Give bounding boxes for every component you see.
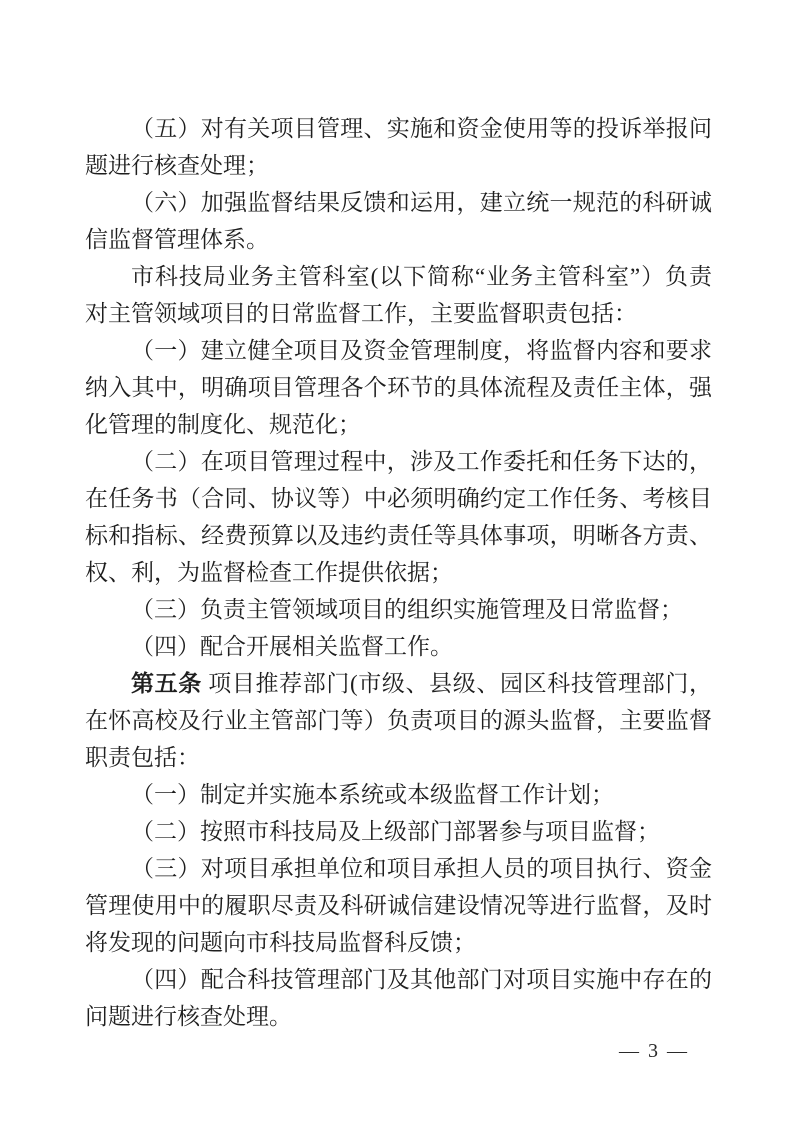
text-line: （一）制定并实施本系统或本级监督工作计划；: [131, 782, 614, 807]
text-line: （六）加强监督结果反馈和运用，建立统一规范的科研诚: [131, 190, 712, 215]
clause-text: 项目推荐部门(市级、县级、园区科技管理部门，: [201, 671, 712, 696]
text-line: 权、利，为监督检查工作提供依据；: [85, 560, 453, 585]
document-body: [85, 110, 712, 1035]
text-line: [85, 665, 712, 702]
text-line: 标和指标、经费预算以及违约责任等具体事项，明晰各方责、: [85, 523, 712, 548]
text-line: （四）配合开展相关监督工作。: [131, 634, 453, 659]
text-line: 将发现的问题向市科技局监督科反馈；: [85, 930, 476, 955]
clause-number: 第五条: [131, 670, 202, 696]
text-line: （二）按照市科技局及上级部门部署参与项目监督；: [131, 819, 660, 844]
text-line: （三）对项目承担单位和项目承担人员的项目执行、资金: [131, 856, 712, 881]
text-line: 纳入其中，明确项目管理各个环节的具体流程及责任主体，强: [85, 375, 712, 400]
text-line: 在怀高校及行业主管部门等）负责项目的源头监督，主要监督: [85, 708, 712, 733]
text-line: 对主管领域项目的日常监督工作，主要监督职责包括：: [85, 301, 637, 326]
text-line: （一）建立健全项目及资金管理制度，将监督内容和要求: [131, 338, 712, 363]
text-line: 化管理的制度化、规范化；: [85, 412, 361, 437]
text-line: （二）在项目管理过程中，涉及工作委托和任务下达的，: [131, 449, 712, 474]
text-line: 市科技局业务主管科室(以下简称“业务主管科室”）负责: [131, 264, 712, 289]
text-line: （五）对有关项目管理、实施和资金使用等的投诉举报问: [131, 116, 712, 141]
text-line: （三）负责主管领域项目的组织实施管理及日常监督；: [131, 597, 683, 622]
text-line: 问题进行核查处理。: [85, 1004, 292, 1029]
text-line: 题进行核查处理；: [85, 153, 269, 178]
text-line: 在任务书（合同、协议等）中必须明确约定工作任务、考核目: [85, 486, 712, 511]
text-line: 职责包括：: [85, 745, 200, 770]
text-line: 信监督管理体系。: [85, 227, 269, 252]
text-line: （四）配合科技管理部门及其他部门对项目实施中存在的: [131, 967, 712, 992]
text-line: 管理使用中的履职尽责及科研诚信建设情况等进行监督，及时: [85, 893, 712, 918]
page-number: — 3 —: [619, 1040, 689, 1062]
